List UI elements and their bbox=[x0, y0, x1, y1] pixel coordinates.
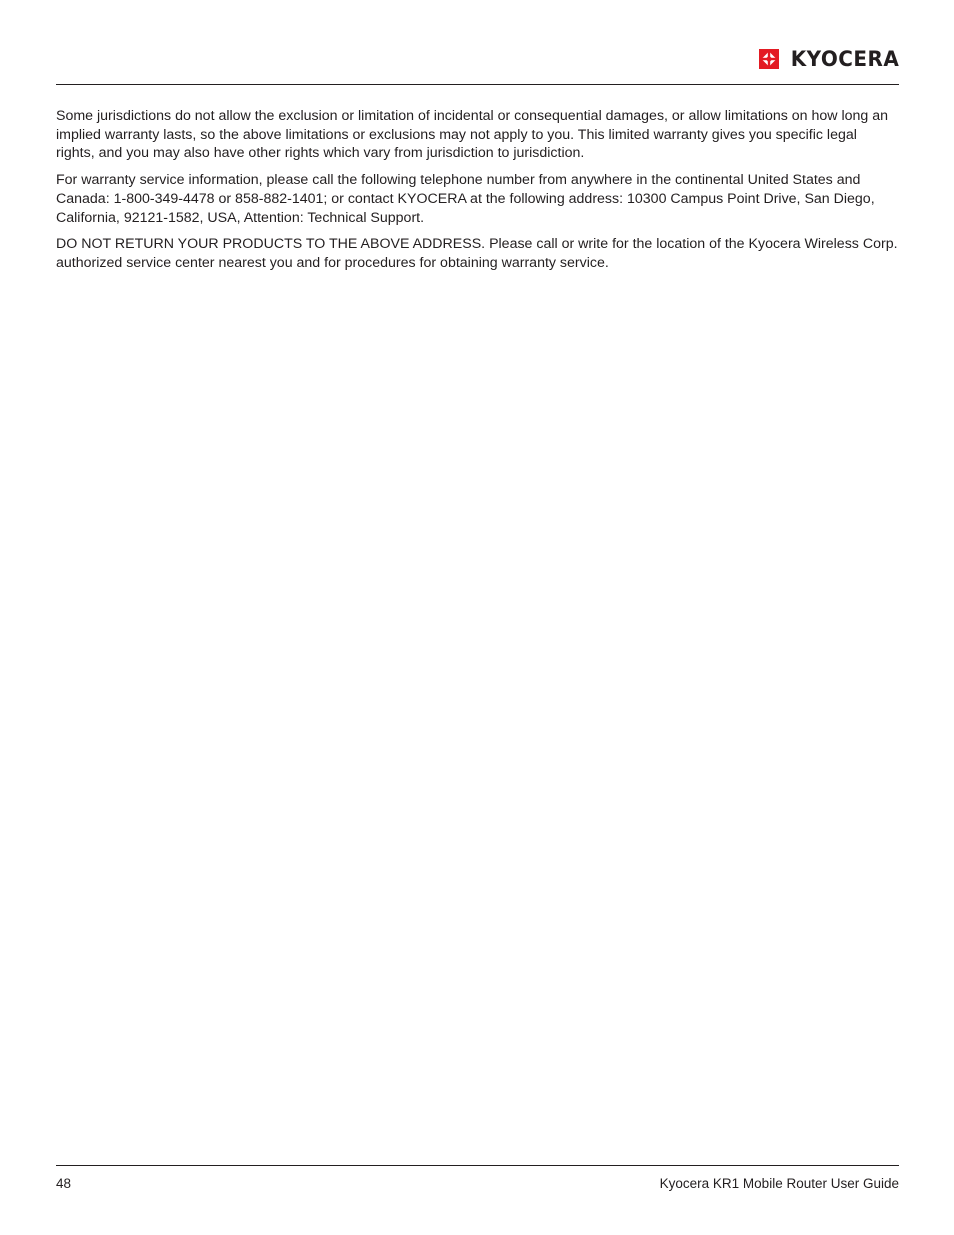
page-footer bbox=[56, 1165, 899, 1192]
page-number: 48 bbox=[56, 1176, 72, 1191]
paragraph-do-not-return: DO NOT RETURN YOUR PRODUCTS TO THE ABOVE ADDRESS. Please call or write for the location of the Kyocera Wireless Corp. authorized service center nearest you and for procedures for obtaining warranty service. bbox=[56, 236, 898, 271]
header-divider bbox=[56, 84, 899, 85]
kyocera-logo bbox=[758, 47, 899, 71]
page-body bbox=[56, 107, 899, 281]
footer-divider bbox=[56, 1165, 899, 1166]
footer-row bbox=[56, 1176, 899, 1192]
logo-wordmark: KYOCERA bbox=[790, 47, 899, 71]
paragraph-warranty-service: For warranty service information, please call the following telephone number from anywhere in the continental United States and Canada: 1-800-349-4478 or 858-882-1401; or contact KYOCERA at the following address: 10300 Campus Point Drive, San Diego, California, 92121-1582, USA, Attention: Technical Support. bbox=[56, 172, 875, 226]
paragraph-jurisdictions: Some jurisdictions do not allow the exclusion or limitation of incidental or consequential damages, or allow limitations on how long an implied warranty lasts, so the above limitations or exclusions may not apply to you. This limited warranty gives you specific legal rights, and you may also have other rights which vary from jurisdiction to jurisdiction. bbox=[56, 108, 888, 162]
guide-title: Kyocera KR1 Mobile Router User Guide bbox=[659, 1176, 899, 1191]
page-header bbox=[56, 40, 899, 85]
kyocera-logo-icon bbox=[758, 48, 780, 70]
